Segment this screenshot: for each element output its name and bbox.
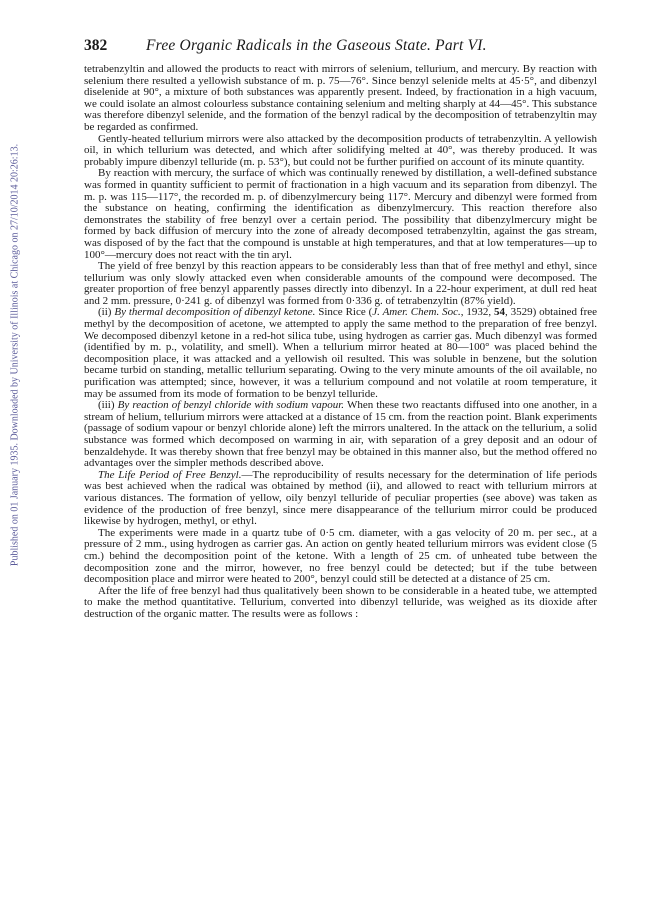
- journal-citation: J. Amer. Chem. Soc.: [372, 306, 461, 319]
- method-ii-number: (ii): [98, 306, 112, 319]
- paragraph-2: Gently-heated tellurium mirrors were also attacked by the decomposition products of tetrabenzyltin. A yellowish oil, in which tellurium was detected, and which after solidifying melted at 40°, was thereby produced. It was probably impure dibenzyl telluride (m. p. 53°), but could not be further purified on account of its minute quantity.: [84, 132, 597, 168]
- page-number: 382: [84, 37, 108, 54]
- download-notice: [9, 120, 21, 590]
- paragraph-life-period: The Life Period of Free Benzyl.—The reproducibility of results necessary for the determination of life periods was best achieved when the radical was obtained by method (ii), and allowed to react with tellurium mirrors at various distances. The formation of yellow, oily benzyl telluride of peculiar properties (see above) was taken as evidence of the production of free benzyl, since mere disappearance of the tellurium mirror could be produced likewise by hydrogen, methyl, or ethyl.: [84, 468, 597, 528]
- method-iii-heading: By reaction of benzyl chloride with sodium vapour.: [117, 399, 345, 412]
- method-ii-heading: By thermal decomposition of dibenzyl ketone.: [114, 306, 316, 319]
- body-text: [84, 64, 597, 621]
- section-heading-life-period: The Life Period of Free Benzyl.: [98, 468, 242, 481]
- paragraph-1: tetrabenzyltin and allowed the products to react with mirrors of selenium, tellurium, and mercury. By reaction with selenium there resulted a yellowish substance of m. p. 75—76°. Since benzyl selenide melts at 45·5°, and dibenzyl diselenide at 90°, a mixture of both substances was apparently present. Indeed, by fractionation in a high vacuum, we could isolate an almost colourless substance containing selenium and melting sharply at 44—45°. This substance was therefore dibenzyl selenide, and the formation of the benzyl radical by the decomposition of tetrabenzyltin may be regarded as confirmed.: [84, 63, 597, 133]
- journal-volume: 54: [494, 306, 505, 319]
- paragraph-experiments: The experiments were made in a quartz tube of 0·5 cm. diameter, with a gas velocity of 20 m. per sec., at a pressure of 2 mm., using hydrogen as carrier gas. An action on gently heated tellurium mirrors was evident close (5 cm.) behind the decomposition point of the ketone. With a length of 25 cm. of unheated tube between the decomposition zone and the mirror, however, no free benzyl could be detected; but if the tube between decomposition place and mirror were heated to 200°, benzyl could still be detected at a distance of 25 cm.: [84, 526, 597, 586]
- page-header: [84, 37, 594, 57]
- running-title: Free Organic Radicals in the Gaseous State. Part VI.: [146, 37, 487, 54]
- paragraph-method-ii: (ii) By thermal decomposition of dibenzyl ketone. Since Rice (J. Amer. Chem. Soc., 1932, 54, 3529) obtained free methyl by the decomposition of acetone, we attempted to apply the same method to the preparation of free benzyl. We decomposed dibenzyl ketone in a red-hot silica tube, using hydrogen as carrier gas. Much dibenzyl was formed (identified by m. p., volatility, and smell). When a tellurium mirror heated at 80—100° was placed behind the decomposition place, it was attacked and a yellowish oil resulted. This was soluble in benzene, but the solution became turbid on standing, metallic tellurium separating. Owing to the very minute amounts of the oil available, no purification was attempted; since, however, it was a tellurium compound and not volatile at room temperature, it may be assumed from its mode of formation to be benzyl telluride.: [84, 306, 598, 400]
- paragraph-4: The yield of free benzyl by this reaction appears to be considerably less than that of free methyl and ethyl, since tellurium was only slowly attacked even when considerable amounts of the compound were decomposed. The greater proportion of free benzyl apparently passes directly into dibenzyl. In a 22-hour experiment, at dull red heat and 2 mm. pressure, 0·241 g. of dibenzyl was formed from 0·336 g. of tetrabenzyltin (87% yield).: [84, 260, 597, 307]
- method-iii-number: (iii): [98, 399, 115, 412]
- paragraph-quantitative: After the life of free benzyl had thus qualitatively been shown to be considerable in a heated tube, we attempted to make the method quantitative. Tellurium, converted into dibenzyl telluride, was weighed as its dioxide after destruction of the organic matter. The results were as follows :: [84, 584, 597, 620]
- paragraph-method-iii: (iii) By reaction of benzyl chloride with sodium vapour. When these two reactants diffused into one another, in a stream of helium, tellurium mirrors were attacked at a distance of 15 cm. from the reaction point. Blank experiments (passage of sodium vapour or benzyl chloride alone) left the mirrors unaltered. In the attack on the tellurium, a solid substance was formed which decomposed on warming in air, with separation of a grey deposit and an odour of benzaldehyde. It was thereby shown that free benzyl may be obtained in this manner also, but the method offered no advantages over the simpler methods described above.: [84, 399, 598, 470]
- paragraph-3: By reaction with mercury, the surface of which was continually renewed by distillation, a well-defined substance was formed in quantity sufficient to permit of fractionation in a high vacuum and its separation from dibenzyl. The m. p. was 115—117°, the recorded m. p. of dibenzylmercury being 117°. Mercury and dibenzyl were formed from the substance on heating, confirming the identification as dibenzylmercury. This reaction therefore also demonstrates the stability of free benzyl over a certain period. The possibility that dibenzylmercury might be formed by back diffusion of mercury into the zone of already decomposed tetrabenzyltin, against the gas stream, was disposed of by the fact that the compound is unstable at high temperatures, and that at low temperatures—up to 100°—mercury does not react with the tin aryl.: [84, 167, 597, 261]
- download-notice-text: Published on 01 January 1935. Downloaded by University of Illinois at Chicago on 27/10/2014 20:26:13.: [9, 143, 21, 567]
